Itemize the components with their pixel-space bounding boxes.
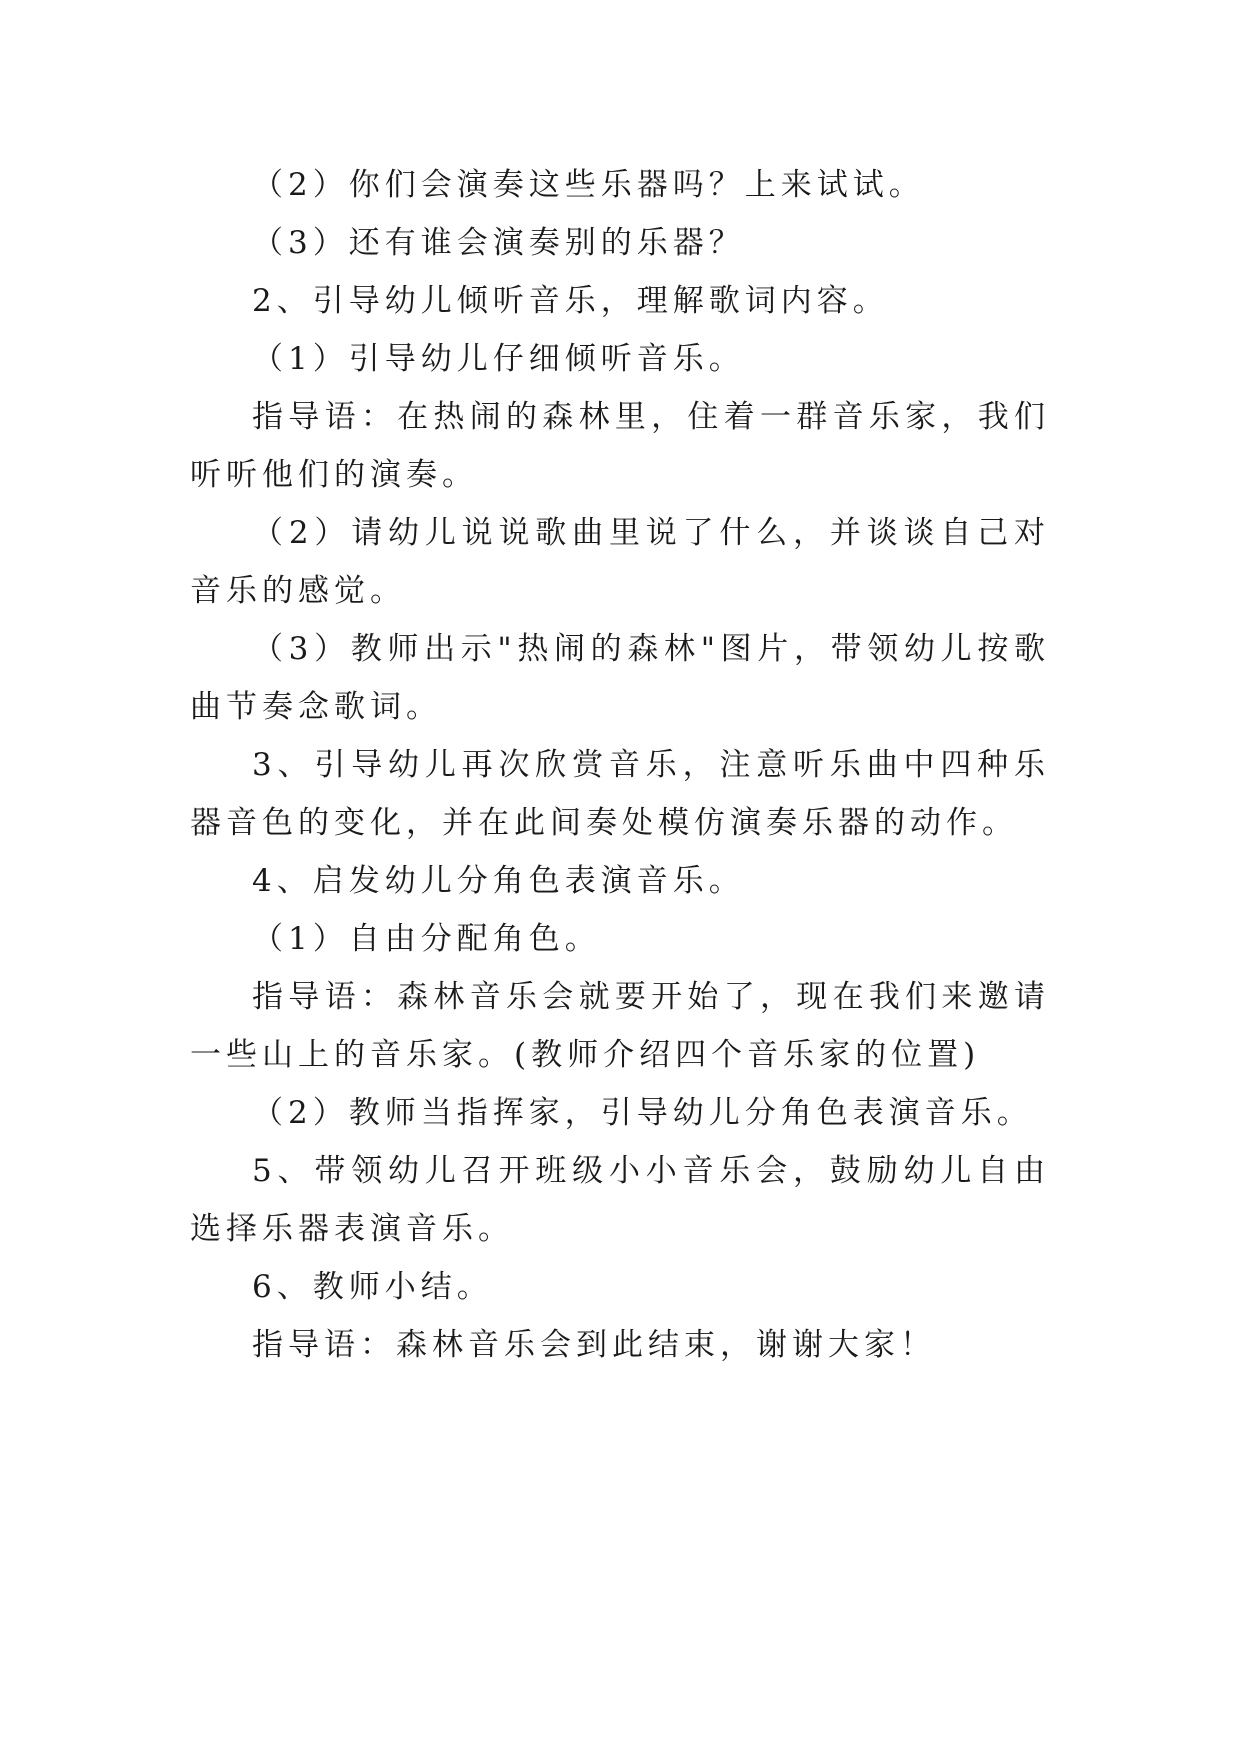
paragraph-step-2: 2、引导幼儿倾听音乐，理解歌词内容。 bbox=[252, 283, 889, 319]
paragraph-step-6: 6、教师小结。 bbox=[252, 1269, 493, 1305]
paragraph-step-4: 4、启发幼儿分角色表演音乐。 bbox=[252, 863, 745, 899]
document-body bbox=[190, 156, 1050, 1374]
paragraph-guidance-1: 指导语：在热闹的森林里，住着一群音乐家，我们听听他们的演奏。 bbox=[190, 399, 1050, 493]
paragraph-step-4-1: （1）自由分配角色。 bbox=[252, 921, 601, 957]
paragraph-step-1-2: （2）你们会演奏这些乐器吗？上来试试。 bbox=[252, 167, 925, 203]
paragraph-step-2-3: （3）教师出示"热闹的森林"图片，带领幼儿按歌曲节奏念歌词。 bbox=[190, 631, 1050, 725]
paragraph-guidance-3: 指导语：森林音乐会到此结束，谢谢大家！ bbox=[252, 1327, 936, 1363]
paragraph-step-5: 5、带领幼儿召开班级小小音乐会，鼓励幼儿自由选择乐器表演音乐。 bbox=[190, 1153, 1050, 1247]
paragraph-step-4-2: （2）教师当指挥家，引导幼儿分角色表演音乐。 bbox=[252, 1095, 1033, 1131]
paragraph-guidance-2: 指导语：森林音乐会就要开始了，现在我们来邀请一些山上的音乐家。(教师介绍四个音乐家的位置) bbox=[190, 979, 1050, 1073]
paragraph-step-2-2: （2）请幼儿说说歌曲里说了什么，并谈谈自己对音乐的感觉。 bbox=[190, 515, 1050, 609]
paragraph-step-1-3: （3）还有谁会演奏别的乐器？ bbox=[252, 225, 745, 261]
paragraph-step-2-1: （1）引导幼儿仔细倾听音乐。 bbox=[252, 341, 745, 377]
paragraph-step-3: 3、引导幼儿再次欣赏音乐，注意听乐曲中四种乐器音色的变化，并在此间奏处模仿演奏乐器的动作。 bbox=[190, 747, 1050, 841]
